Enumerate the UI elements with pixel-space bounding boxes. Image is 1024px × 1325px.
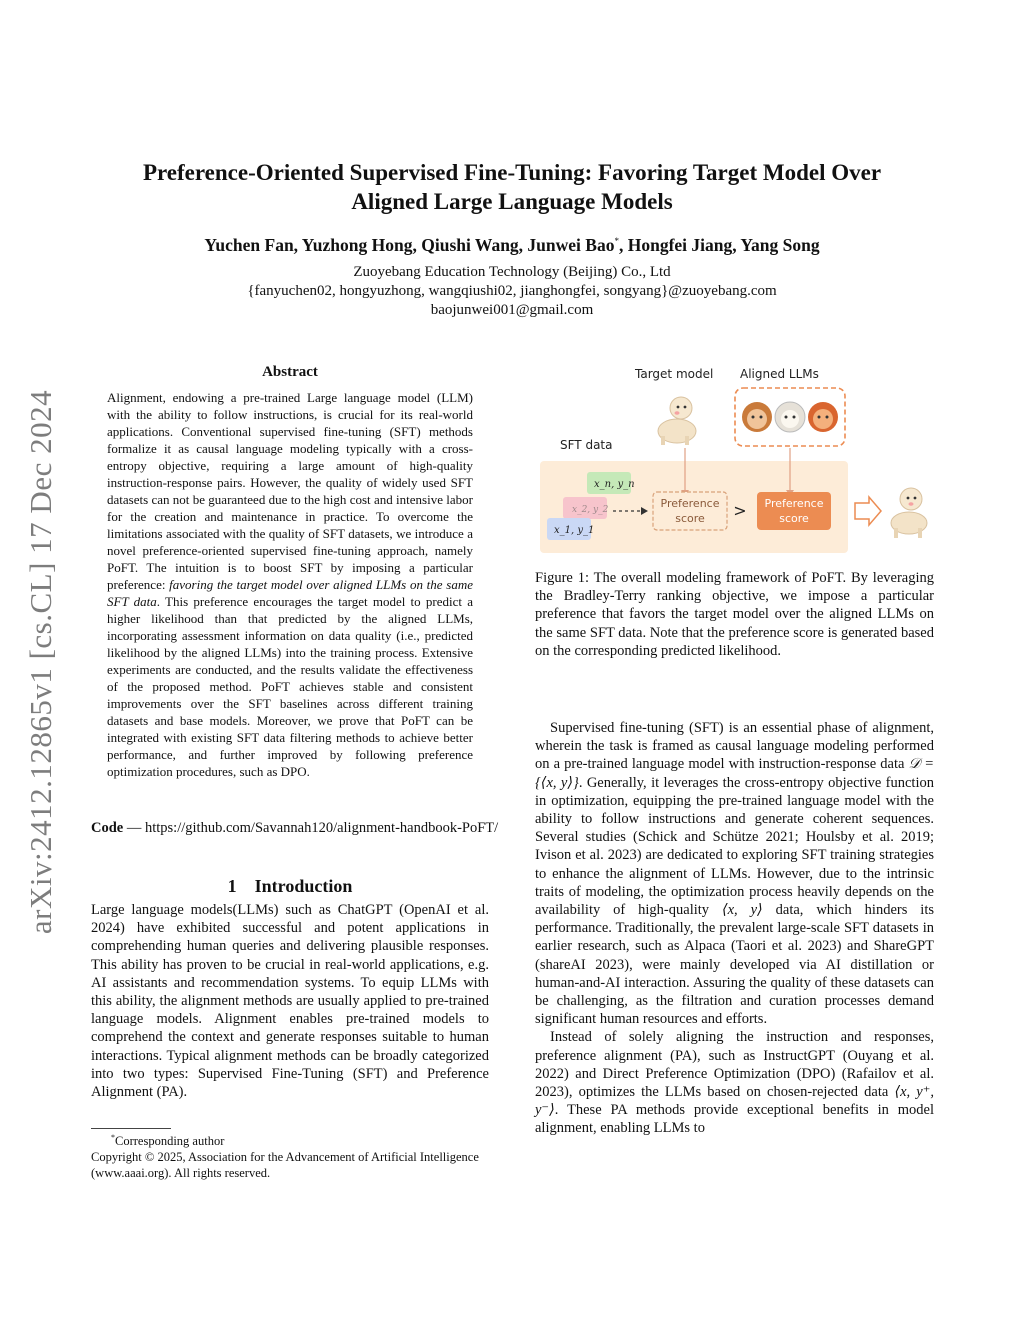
footnote-mark: *	[111, 1133, 115, 1142]
paper-title: Preference-Oriented Supervised Fine-Tuning: Favoring Target Model Over Aligned Large Language Models	[142, 160, 882, 214]
corresponding-mark: *	[614, 236, 619, 247]
author-emails: {fanyuchen02, hongyuzhong, wangqiushi02, jianghongfei, songyang}@zuoyebang.com	[247, 283, 777, 299]
abstract-emphasis: favoring the target model over aligned LLMs on the same SFT data	[107, 577, 473, 609]
target-score-line1: Preference	[660, 497, 720, 510]
data-pair-n: x_n, y_n	[594, 479, 635, 490]
aligned-score-line1: Preference	[764, 497, 824, 510]
right-column-body	[535, 719, 934, 1138]
introduction-text: Large language models(LLMs) such as ChatGPT (OpenAI et al. 2024) have exhibited successful and potent applications in comprehending human queries and delivering plausible responses. This ability has proven to be crucial in real-world applications, e.g. AI assistants and recommendation systems. To equip LLMs with this ability, the alignment methods are usually applied to pre-trained language models. Alignment enables pre-trained models to comprehend the context and generate responses suitable to human interactions. Typical alignment methods can be broadly categorized into two types: Supervised Fine-Tuning (SFT) and Preference Alignment (PA).	[91, 902, 489, 1101]
arxiv-identifier: arXiv:2412.12865v1 [cs.CL] 17 Dec 2024	[23, 389, 58, 935]
figure-framework	[535, 356, 934, 564]
figure-caption: Figure 1: The overall modeling framework of PoFT. By leveraging the Bradley-Terry ranking objective, we impose a particular preference that favors the target model over the aligned LLMs on the same SFT data. Note that the preference score is generated based on the corresponding predicted likelihood.	[535, 570, 934, 659]
data-pair-1: x_1, y_1	[554, 525, 595, 536]
author-email-secondary: baojunwei001@gmail.com	[430, 302, 594, 318]
aligned-model-icon-2	[775, 402, 805, 432]
alpaca-output-icon	[891, 488, 927, 538]
code-link-line	[91, 819, 507, 837]
footnote	[91, 1130, 489, 1181]
sft-text-b: . Generally, it leverages the cross-entropy objective function in optimization, equipping the pre-trained language model with the ability to follow instructions and generate coherent sequences. Several studies (Schick and Schütze 2021; Houlsby et al. 2019; Ivison et al. 2023) are dedicated to exploring SFT training strategies to enhance the alignment of LLMs. However, due to the intrinsic traits of modeling, the optimization process heavily depends on the availability of high-quality	[535, 774, 934, 919]
sft-math-dataset: 𝒟 = {⟨x, y⟩}	[535, 756, 934, 791]
output-arrow-icon	[855, 497, 881, 525]
author-list	[90, 235, 934, 256]
target-model-label: Target model	[635, 367, 714, 381]
paragraph-sft	[535, 719, 934, 1028]
section-heading-introduction: 1 Introduction	[227, 876, 353, 896]
aligned-model-icon-1	[742, 402, 772, 432]
pa-text-b: . These PA methods provide exceptional benefits in model alignment, enabling LLMs to	[535, 1102, 934, 1137]
abstract-part-1: Alignment, endowing a pre-trained Large language model (LLM) with the ability to follow instructions, is crucial for its real-world applications. Conventional supervised fine-tuning (SFT) methods formalize it as causal language modeling typically with a cross-entropy objective, requiring a large amount of high-quality instruction-response pairs. However, the quality of widely used SFT datasets can not be guaranteed due to the high cost and intensive labor for the creation and maintenance in practice. To overcome the limitations associated with the quality of SFT datasets, we introduce a novel preference-oriented supervised fine-tuning approach, namely PoFT. The intuition is to boost SFT by imposing a particular preference:	[107, 390, 473, 592]
sft-text-a: Supervised fine-tuning (SFT) is an essential phase of alignment, wherein the task is framed as causal language modeling performed on a pre-trained language model with instruction-response data	[535, 720, 934, 773]
paragraph-pa	[535, 1028, 934, 1137]
abstract-heading: Abstract	[262, 364, 318, 380]
footnote-text: Corresponding author	[115, 1134, 225, 1149]
affiliation: Zuoyebang Education Technology (Beijing) Co., Ltd	[353, 264, 671, 280]
code-separator: —	[123, 820, 145, 836]
aligned-score-line2: score	[779, 512, 809, 525]
footnote-rule	[91, 1128, 171, 1129]
code-url-link[interactable]: https://github.com/Savannah120/alignment-handbook-PoFT/	[144, 820, 499, 836]
aligned-model-icon-3	[808, 402, 838, 432]
alpaca-target-icon	[658, 397, 696, 445]
pa-text-a: Instead of solely aligning the instruction and responses, preference alignment (PA), such as InstructGPT (Ouyang et al. 2022) and Direct Preference Optimization (DPO) (Rafailov et al. 2023), optimizes the LLMs based on chosen-rejected data	[535, 1029, 934, 1101]
target-score-line2: score	[675, 512, 705, 525]
pa-math-triplet: ⟨x, y⁺, y⁻⟩	[535, 1084, 934, 1119]
aligned-llms-label: Aligned LLMs	[740, 367, 819, 381]
sft-data-label: SFT data	[560, 438, 613, 452]
authors-rest: , Hongfei Jiang, Yang Song	[618, 235, 820, 255]
greater-than-symbol: >	[733, 501, 747, 520]
data-pair-2: x_2, y_2	[572, 505, 609, 515]
abstract-part-2: . This preference encourages the target model to predict a higher likelihood than that predicted by the aligned LLMs, incorporating assessment information on data quality (i.e., predicted likelihood by the aligned LLMs) into the training process. Extensive experiments are conducted, and the results validate the effectiveness of the proposed method. PoFT achieves stable and consistent improvements over the SFT baselines across different training datasets and base models. Moreover, we prove that PoFT can be integrated with existing SFT data filtering methods to achieve better performance, and further improved by following preference optimization procedures, such as DPO.	[107, 594, 473, 779]
sft-math-pair: ⟨x, y⟩	[721, 902, 763, 919]
copyright-notice: Copyright © 2025, Association for the Advancement of Artificial Intelligence (www.aaai.org). All rights reserved.	[91, 1150, 479, 1181]
authors-first: Yuchen Fan, Yuzhong Hong, Qiushi Wang, Junwei Bao	[204, 235, 615, 255]
abstract-text	[107, 389, 473, 780]
sft-text-c: data, which hinders its performance. Traditionally, the prevalent large-scale SFT datasets in earlier research, such as Alpaca (Taori et al. 2023) and ShareGPT (shareAI 2023), were mainly developed via AI distillation or human-and-AI interaction. Assuring the quality of these datasets can be challenging, as the filtration and curation processes demand significant human resources and efforts.	[535, 902, 934, 1028]
affiliation-block	[90, 263, 934, 320]
code-label: Code	[91, 820, 124, 836]
